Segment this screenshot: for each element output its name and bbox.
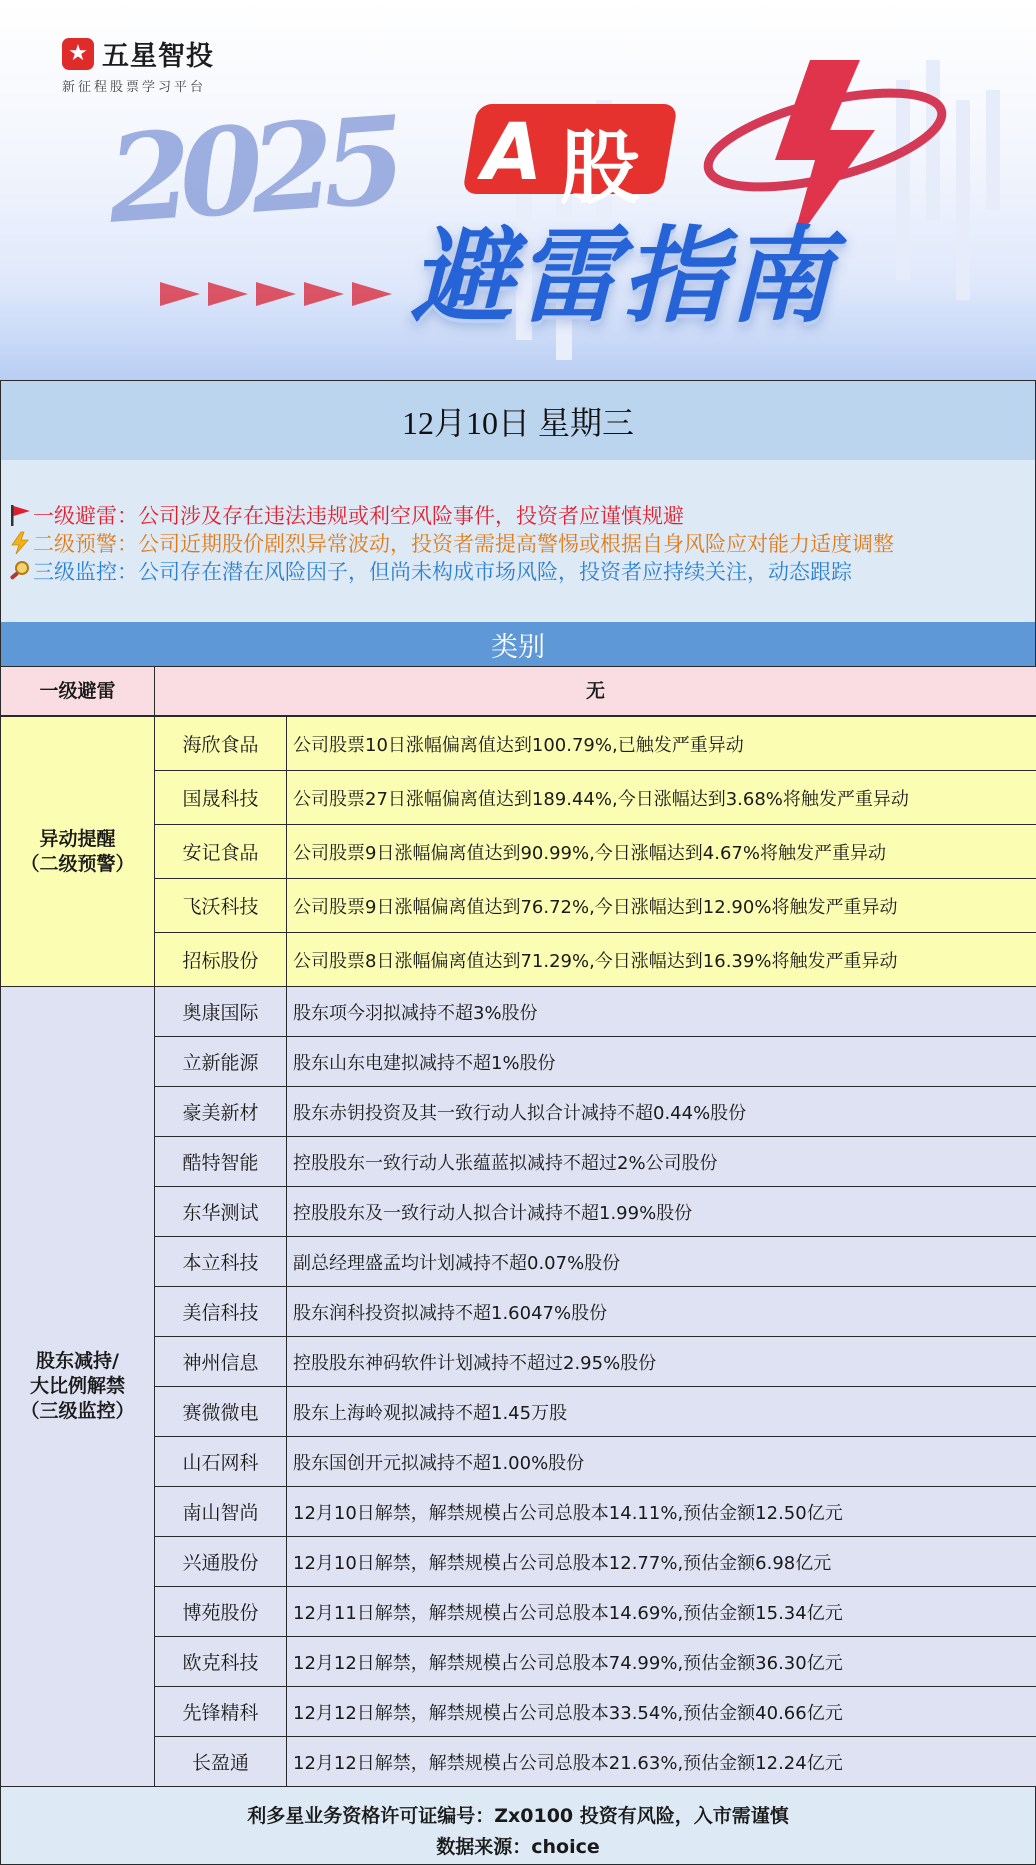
level3-category-line3: （三级监控） bbox=[20, 1400, 135, 1422]
category-header-text: 类别 bbox=[491, 631, 545, 662]
stock-desc: 股东国创开元拟减持不超1.00%股份 bbox=[287, 1437, 1036, 1487]
table-row bbox=[1, 1437, 1036, 1487]
stock-name: 山石网科 bbox=[155, 1437, 287, 1487]
table-row bbox=[1, 1187, 1036, 1237]
stock-name: 本立科技 bbox=[155, 1237, 287, 1287]
legend-level2-text: 二级预警：公司近期股价剧烈异常波动，投资者需提高警惕或根据自身风险应对能力适度调整 bbox=[33, 532, 894, 556]
level3-category-line2: 大比例解禁 bbox=[29, 1375, 125, 1397]
table-row bbox=[1, 717, 1036, 771]
table-row bbox=[1, 1137, 1036, 1187]
stock-desc: 公司股票8日涨幅偏离值达到71.29%,今日涨幅达到16.39%将触发严重异动 bbox=[287, 933, 1036, 987]
stock-desc: 12月12日解禁，解禁规模占公司总股本33.54%,预估金额40.66亿元 bbox=[287, 1687, 1036, 1737]
table-row bbox=[1, 933, 1036, 987]
stock-desc: 股东项今羽拟减持不超3%股份 bbox=[287, 987, 1036, 1037]
level2-category bbox=[1, 717, 155, 987]
stock-name: 酷特智能 bbox=[155, 1137, 287, 1187]
stock-name: 国晟科技 bbox=[155, 771, 287, 825]
stock-desc: 12月10日解禁，解禁规模占公司总股本14.11%,预估金额12.50亿元 bbox=[287, 1487, 1036, 1537]
stock-name: 飞沃科技 bbox=[155, 879, 287, 933]
year-text: 2025 bbox=[103, 90, 399, 251]
table-row bbox=[1, 1487, 1036, 1537]
legend-level1 bbox=[7, 500, 684, 530]
banner bbox=[0, 0, 1036, 380]
stock-desc: 副总经理盛孟均计划减持不超0.07%股份 bbox=[287, 1237, 1036, 1287]
lightning-icon bbox=[7, 530, 33, 556]
level2-category-line2: （二级预警） bbox=[20, 852, 135, 875]
date-text: 12月10日 星期三 bbox=[401, 405, 634, 441]
table-row bbox=[1, 1387, 1036, 1437]
risk-legend bbox=[0, 460, 1036, 623]
red-flag-icon bbox=[7, 502, 33, 528]
stock-name: 先锋精科 bbox=[155, 1687, 287, 1737]
legend-level3 bbox=[7, 556, 852, 586]
stock-name: 海欣食品 bbox=[155, 717, 287, 771]
legend-level3-text: 三级监控：公司存在潜在风险因子，但尚未构成市场风险，投资者应持续关注，动态跟踪 bbox=[33, 560, 852, 584]
stock-desc: 12月12日解禁，解禁规模占公司总股本74.99%,预估金额36.30亿元 bbox=[287, 1637, 1036, 1687]
stock-desc: 控股股东一致行动人张蕴蓝拟减持不超过2%公司股份 bbox=[287, 1137, 1036, 1187]
category-header bbox=[0, 622, 1036, 667]
stock-name: 赛微微电 bbox=[155, 1387, 287, 1437]
stock-name: 欧克科技 bbox=[155, 1637, 287, 1687]
stock-desc: 公司股票9日涨幅偏离值达到76.72%,今日涨幅达到12.90%将触发严重异动 bbox=[287, 879, 1036, 933]
stock-desc: 控股股东神码软件计划减持不超过2.95%股份 bbox=[287, 1337, 1036, 1387]
stock-desc: 股东润科投资拟减持不超1.6047%股份 bbox=[287, 1287, 1036, 1337]
level1-table bbox=[0, 666, 1036, 716]
title-a: A bbox=[482, 108, 543, 198]
level2-table bbox=[0, 716, 1036, 987]
table-row bbox=[1, 987, 1036, 1037]
table-row bbox=[1, 1287, 1036, 1337]
stock-name: 豪美新材 bbox=[155, 1087, 287, 1137]
stock-desc: 股东山东电建拟减持不超1%股份 bbox=[287, 1037, 1036, 1087]
brand-name: 五星智投 bbox=[102, 41, 214, 72]
stock-desc: 12月10日解禁，解禁规模占公司总股本12.77%,预估金额6.98亿元 bbox=[287, 1537, 1036, 1587]
level1-category: 一级避雷 bbox=[1, 667, 155, 716]
level3-category-line1: 股东减持/ bbox=[36, 1350, 119, 1372]
brand-subtitle: 新征程股票学习平台 bbox=[62, 80, 207, 95]
star-logo-icon: ★ bbox=[62, 38, 94, 70]
table-row bbox=[1, 1637, 1036, 1687]
stock-name: 神州信息 bbox=[155, 1337, 287, 1387]
level2-category-line1: 异动提醒 bbox=[39, 827, 116, 850]
stock-desc: 公司股票10日涨幅偏离值达到100.79%,已触发严重异动 bbox=[287, 717, 1036, 771]
legend-level1-text: 一级避雷：公司涉及存在违法违规或利空风险事件，投资者应谨慎规避 bbox=[33, 504, 684, 528]
table-row bbox=[1, 1687, 1036, 1737]
footer bbox=[0, 1786, 1036, 1865]
stock-name: 兴通股份 bbox=[155, 1537, 287, 1587]
table-row bbox=[1, 879, 1036, 933]
table-row bbox=[1, 1537, 1036, 1587]
stock-name: 奥康国际 bbox=[155, 987, 287, 1037]
stock-desc: 控股股东及一致行动人拟合计减持不超1.99%股份 bbox=[287, 1187, 1036, 1237]
data-source-text: 数据来源：choice bbox=[436, 1836, 600, 1858]
stock-desc: 股东赤钥投资及其一致行动人拟合计减持不超0.44%股份 bbox=[287, 1087, 1036, 1137]
date-bar bbox=[0, 380, 1036, 462]
stock-name: 安记食品 bbox=[155, 825, 287, 879]
stock-desc: 12月12日解禁，解禁规模占公司总股本21.63%,预估金额12.24亿元 bbox=[287, 1737, 1036, 1787]
brand-logo bbox=[62, 34, 214, 73]
stock-name: 美信科技 bbox=[155, 1287, 287, 1337]
level1-value: 无 bbox=[155, 667, 1036, 716]
table-row bbox=[1, 1237, 1036, 1287]
stock-name: 长盈通 bbox=[155, 1737, 287, 1787]
stock-desc: 公司股票27日涨幅偏离值达到189.44%,今日涨幅达到3.68%将触发严重异动 bbox=[287, 771, 1036, 825]
table-row bbox=[1, 771, 1036, 825]
stock-name: 南山智尚 bbox=[155, 1487, 287, 1537]
table-row bbox=[1, 825, 1036, 879]
stock-name: 博苑股份 bbox=[155, 1587, 287, 1637]
level3-table bbox=[0, 986, 1036, 1787]
banner-title: 避雷指南 bbox=[410, 215, 835, 337]
table-row bbox=[1, 1587, 1036, 1637]
stock-name: 东华测试 bbox=[155, 1187, 287, 1237]
title-gu: 股 bbox=[560, 122, 640, 215]
table-row bbox=[1, 667, 1036, 716]
stock-name: 招标股份 bbox=[155, 933, 287, 987]
legend-level2 bbox=[7, 528, 894, 558]
stock-desc: 12月11日解禁，解禁规模占公司总股本14.69%,预估金额15.34亿元 bbox=[287, 1587, 1036, 1637]
level3-category bbox=[1, 987, 155, 1787]
license-text: 利多星业务资格许可证编号：Zx0100 投资有风险，入市需谨慎 bbox=[247, 1805, 789, 1827]
table-row bbox=[1, 1087, 1036, 1137]
table-row bbox=[1, 1037, 1036, 1087]
stock-desc: 公司股票9日涨幅偏离值达到90.99%,今日涨幅达到4.67%将触发严重异动 bbox=[287, 825, 1036, 879]
stock-desc: 股东上海岭观拟减持不超1.45万股 bbox=[287, 1387, 1036, 1437]
table-row bbox=[1, 1737, 1036, 1787]
magnifier-icon bbox=[7, 558, 33, 584]
stock-name: 立新能源 bbox=[155, 1037, 287, 1087]
table-row bbox=[1, 1337, 1036, 1387]
arrows-decoration bbox=[160, 282, 400, 306]
